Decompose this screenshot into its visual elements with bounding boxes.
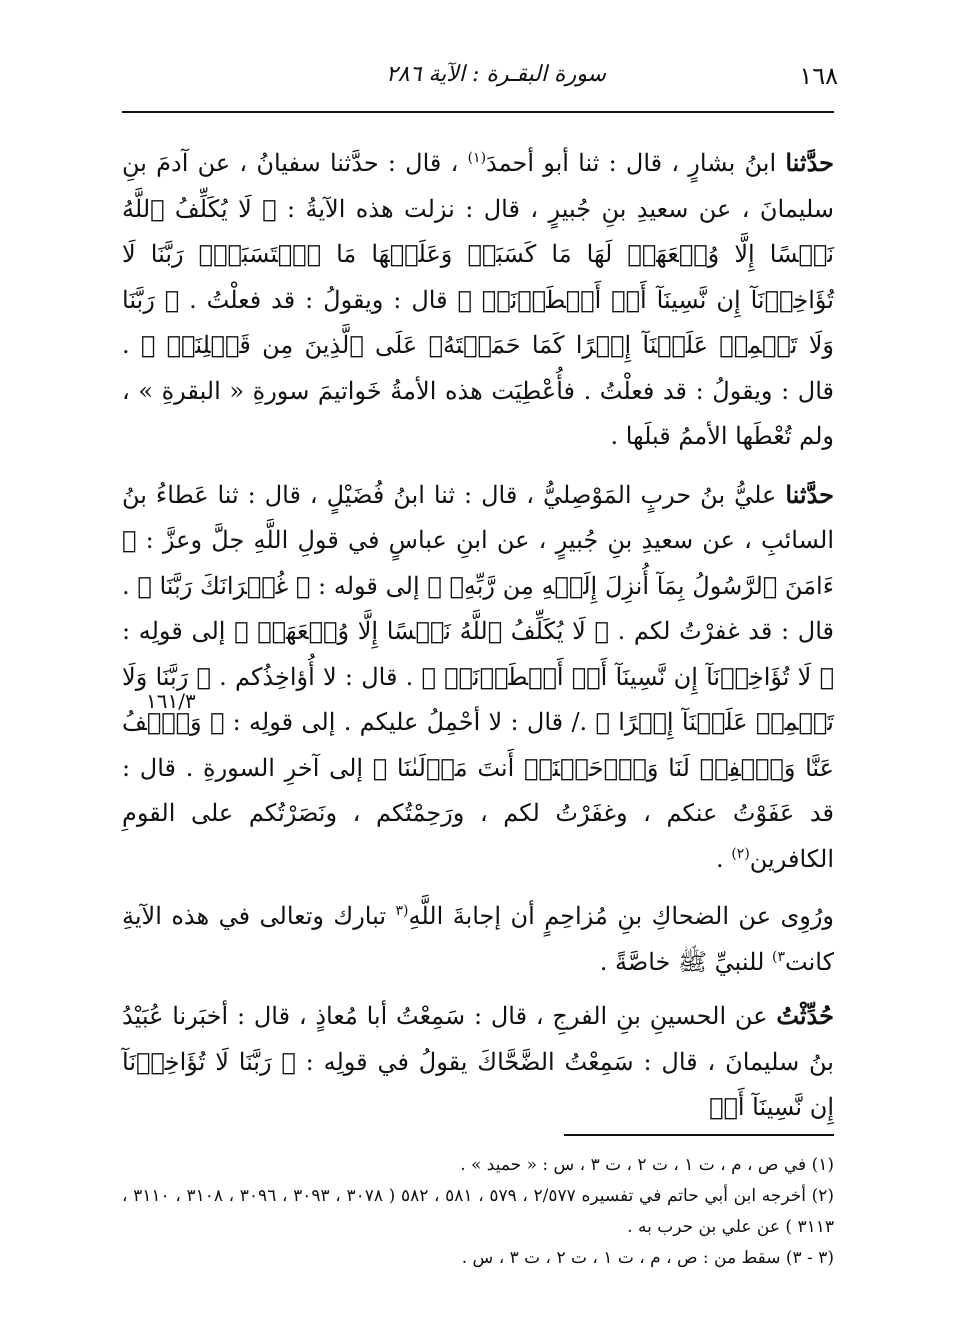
paragraph-text: . [716,844,732,873]
paragraph-text: عليُّ بنُ حربٍ المَوْصِليُّ ، قال : ثنا ابنُ فُضَيْلٍ ، قال : ثنا عَطاءُ بنُ السائبِ ، عن سعيدِ بنِ جُبيرٍ ، عن ابنِ عباسٍ في قولِ اللَّهِ جلَّ وعزَّ : ﴿ ءَامَنَ ٱلرَّسُولُ بِمَآ أُنزِلَ إِلَيۡهِ مِن رَّبِّهِۦ ﴾ إلى قوله : ﴿ غُفۡرَانَكَ رَبَّنَا ﴾ . قال : قد غفرْتُ لكم . ﴿ لَا يُكَلِّفُ ٱللَّهُ نَفۡسًا إِلَّا وُسۡعَهَاۚ ﴾ إلى قولِه : ﴿ لَا تُؤَاخِذۡنَآ إِن نَّسِينَآ أَوۡ أَخۡطَأۡنَاۚ ﴾ . قال : لا أُؤاخِذُكم . ﴿ رَبَّنَا وَلَا تَحۡمِلۡ عَلَيۡنَآ إِصۡرًا ﴾ ./ قال : لا أحْمِلُ عليكم . إلى قولِه : ﴿ وَٱعۡفُ عَنَّا وَٱغۡفِرۡ لَنَا وَٱرۡحَمۡنَاۚ أَنتَ مَوۡلَىٰنَا ﴾ إلى آخرِ السورةِ . قال : قد عَفَوْتُ عنكم ، وغفَرْتُ لكم ، ورَحِمْتُكم ، ونَصَرْتُكم على القومِ الكافرين [122,480,834,873]
footnotes [122,1150,834,1274]
paragraph-2 [122,472,834,883]
paragraph-1 [122,140,834,460]
paragraph-lead: حُدِّثْتُ [776,1001,834,1030]
footnote-2: (٢) أخرجه ابن أبي حاتم في تفسيره ٢/٥٧٧ ، ٥٧٩ ، ٥٨١ ، ٥٨٢ ( ٣٠٧٨ ، ٣٠٩٣ ، ٣٠٩٦ ، ٣١٠٨ ، ٣١١٠ ، ٣١١٣ ) عن علي بن حرب به . [122,1186,834,1237]
running-head: سورة البقـرة : الآية ٢٨٦ [385,62,606,87]
paragraph-text: للنبيِّ ﷺ خاصَّةً . [599,947,773,976]
paragraph-text: ، قال : حدَّثنا سفيانُ ، عن آدمَ بنِ سليمانَ ، عن سعيدِ بنِ جُبيرٍ ، قال : نزلت هذه الآيةُ : ﴿ لَا يُكَلِّفُ ٱللَّهُ نَفۡسًا إِلَّا وُسۡعَهَاۚ لَهَا مَا كَسَبَتۡ وَعَلَيۡهَا مَا ٱكۡتَسَبَتۡۗ رَبَّنَا لَا تُؤَاخِذۡنَآ إِن نَّسِينَآ أَوۡ أَخۡطَأۡنَاۚ ﴾ قال : ويقولُ : قد فعلْتُ . ﴿ رَبَّنَا وَلَا تَحۡمِلۡ عَلَيۡنَآ إِصۡرًا كَمَا حَمَلۡتَهُۥ عَلَى ٱلَّذِينَ مِن قَبۡلِنَاۚ ﴾ . قال : ويقولُ : قد فعلْتُ . فأُعْطِيَت هذه الأمةُ خَواتيمَ سورةِ « البقرةِ » ، ولم تُعْطَها الأممُ قبلَها . [122,149,834,450]
paragraph-text: عن الحسينِ بنِ الفرجِ ، قال : سَمِعْتُ أبا مُعاذٍ ، قال : أخبَرنا عُبَيْدُ بنُ سليمانَ ، قال : سَمِعْتُ الضَّحَّاكَ يقولُ في قولِه : ﴿ رَبَّنَا لَا تُؤَاخِذۡنَآ إِن نَّسِينَآ أَوۡ [122,1002,834,1121]
page-number: ١٦٨ [799,62,838,90]
footnote-1: (١) في ص ، م ، ت ١ ، ت ٢ ، ت ٣ ، س : « حميد » . [460,1155,834,1175]
paragraph-lead: حدَّثنا [785,479,834,509]
main-text [122,140,834,1143]
paragraph-4 [122,993,834,1131]
paragraph-text: تبارك وتعالى في هذه الآيةِ كانت [122,902,834,976]
margin-volume-page-note: ١٦١/٣ [146,689,196,713]
footnote-3: (٣ - ٣) سقط من : ص ، م ، ت ١ ، ت ٢ ، ت ٣ ، س . [461,1248,834,1268]
footnote-rule [564,1134,834,1136]
footnote-ref: (٢) [731,845,750,862]
paragraph-text: ورُوِى عن الضحاكِ بنِ مُزاحِمٍ أن إجابةَ اللَّهِ [408,902,834,930]
page-header [122,58,838,98]
header-rule [122,111,834,113]
paragraph-text: ابنُ بشارٍ ، قال : ثنا أبو أحمدَ [486,149,786,177]
paragraph-lead: حدَّثنا [785,148,835,177]
paragraph-3 [122,894,834,985]
footnote-ref: ٣) [772,948,786,965]
footnote-ref: (٣ [395,903,409,919]
footnote-ref: (١) [467,150,487,166]
